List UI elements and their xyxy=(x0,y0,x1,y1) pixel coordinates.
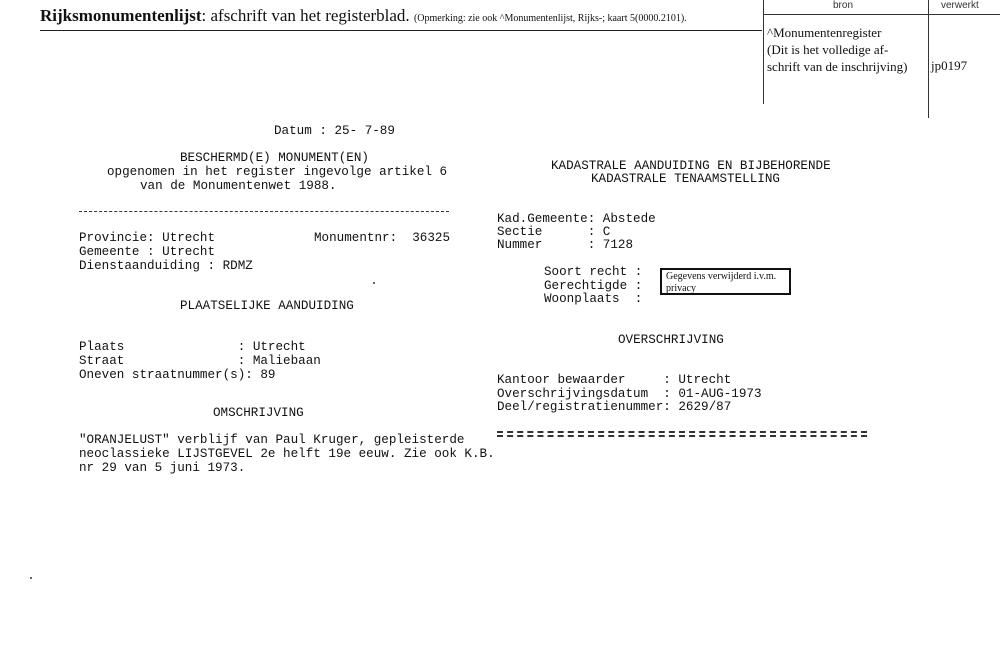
monumentnr: Monumentnr: 36325 xyxy=(314,231,451,245)
bron-header: bron xyxy=(833,0,854,11)
title-bold: Rijksmonumentenlijst xyxy=(40,6,202,25)
provincie: Provincie: Utrecht xyxy=(79,231,216,245)
dienstaanduiding: Dienstaanduiding : RDMZ xyxy=(79,259,253,273)
scan-speck xyxy=(30,577,32,579)
plaatselijke-heading: PLAATSELIJKE AANDUIDING xyxy=(180,299,354,313)
kad-heading-line-1: KADASTRALE AANDUIDING EN BIJBEHORENDE xyxy=(551,159,831,173)
bron-text: ^Monumentenregister (Dit is het volledige af- schrift van de inschrijving) xyxy=(767,25,908,74)
kad-heading-line-2: KADASTRALE TENAAMSTELLING xyxy=(591,172,780,186)
heading-line-2: opgenomen in het register ingevolge artikel 6 xyxy=(107,165,448,179)
heading-line-1: BESCHERMD(E) MONUMENT(EN) xyxy=(180,151,369,165)
oneven-straatnummer: Oneven straatnummer(s): 89 xyxy=(79,368,276,382)
gerechtigde: Gerechtigde : xyxy=(544,279,643,293)
omschrijving-line-3: nr 29 van 5 juni 1973. xyxy=(79,461,246,475)
plaats: Plaats : Utrecht xyxy=(79,340,306,354)
gemeente: Gemeente : Utrecht xyxy=(79,245,216,259)
straat: Straat : Maliebaan xyxy=(79,354,321,368)
source-box-left-border xyxy=(763,0,764,104)
heading-line-3: van de Monumentenwet 1988. xyxy=(140,179,337,193)
scan-speck xyxy=(373,282,375,284)
source-box xyxy=(763,0,1000,118)
left-separator xyxy=(79,211,449,212)
title-note: (Opmerking: zie ook ^Monumentenlijst, Rijks-; kaart 5(0000.2101). xyxy=(413,13,687,24)
overschrijvingsdatum: Overschrijvingsdatum : 01-AUG-1973 xyxy=(497,387,762,401)
header-rule xyxy=(40,30,762,31)
sectie: Sectie : C xyxy=(497,225,611,239)
document-title xyxy=(40,6,687,26)
soort-recht: Soort recht : xyxy=(544,265,643,279)
datum: Datum : 25- 7-89 xyxy=(274,124,395,138)
woonplaats: Woonplaats : xyxy=(544,292,643,306)
omschrijving-line-1: "ORANJELUST" verblijf van Paul Kruger, gepleisterde xyxy=(79,433,465,447)
kantoor-bewaarder: Kantoor bewaarder : Utrecht xyxy=(497,373,732,387)
verwerkt-text: jp0197 xyxy=(931,58,968,73)
verwerkt-header: verwerkt xyxy=(941,0,979,11)
omschrijving-line-2: neoclassieke LIJSTGEVEL 2e helft 19e eeuw. Zie ook K.B. xyxy=(79,447,495,461)
source-box-divider xyxy=(928,0,929,118)
privacy-redaction-box: Gegevens verwijderd i.v.m. privacy xyxy=(660,268,791,295)
kad-gemeente: Kad.Gemeente: Abstede xyxy=(497,212,656,226)
nummer: Nummer : 7128 xyxy=(497,238,634,252)
right-separator xyxy=(497,431,867,437)
deel-registratienummer: Deel/registratienummer: 2629/87 xyxy=(497,400,732,414)
title-rest: : afschrift van het registerblad. xyxy=(201,6,410,25)
overschrijving-heading: OVERSCHRIJVING xyxy=(618,333,724,347)
omschrijving-heading: OMSCHRIJVING xyxy=(213,406,304,420)
source-box-header-rule xyxy=(763,14,1000,15)
